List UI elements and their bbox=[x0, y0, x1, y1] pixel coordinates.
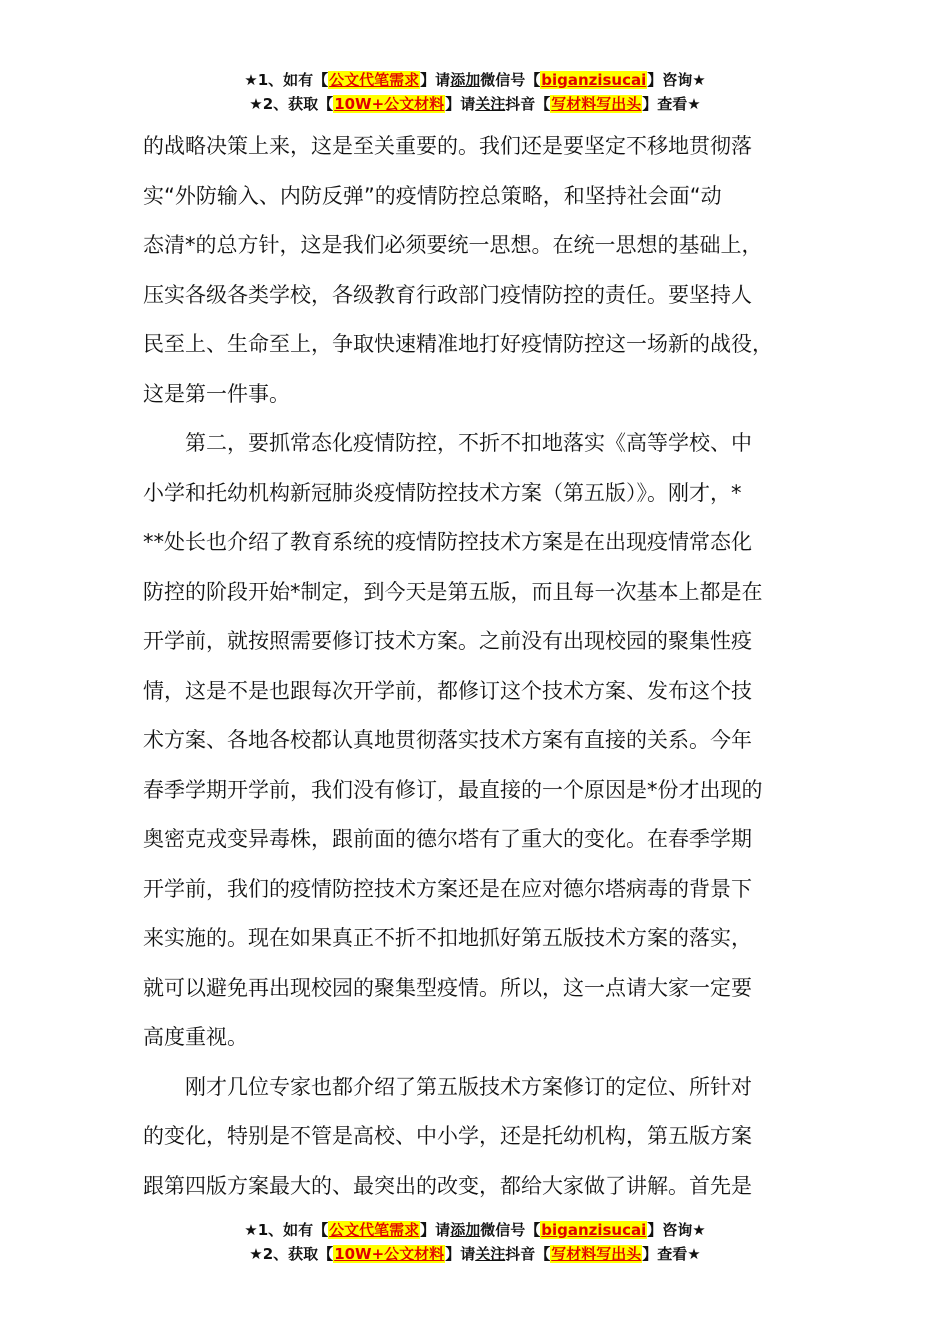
footer-line-2-mid2: 抖音【 bbox=[505, 1245, 551, 1263]
text-line: 术方案、各地各校都认真地贯彻落实技术方案有直接的关系。今年 bbox=[143, 728, 752, 752]
document-body bbox=[143, 122, 833, 1211]
text-line: 就可以避免再出现校园的聚集型疫情。所以，这一点请大家一定要 bbox=[143, 975, 752, 1000]
text-line: 开学前，我们的疫情防控技术方案还是在应对德尔塔病毒的背景下 bbox=[143, 876, 752, 901]
header-line-2-mid: 】请 bbox=[445, 95, 476, 113]
footer-line-2-suffix: 】查看★ bbox=[642, 1245, 701, 1263]
text-line: 小学和托幼机构新冠肺炎疫情防控技术方案（第五版）》。刚才，* bbox=[143, 480, 742, 505]
header-line-2-douyin-id: 写材料写出头 bbox=[551, 95, 642, 113]
footer-line-1-wechat-id: biganzisucai bbox=[541, 1221, 647, 1239]
header-line-1-prefix: ★1、如有【 bbox=[244, 71, 329, 89]
header-line-1-underlined: 添加 bbox=[450, 71, 481, 89]
footer-line-1-mid2: 微信号【 bbox=[480, 1221, 541, 1239]
text-line: 奥密克戎变异毒株，跟前面的德尔塔有了重大的变化。在春季学期 bbox=[143, 827, 752, 851]
text-line: 跟第四版方案最大的、最突出的改变，都给大家做了讲解。首先是 bbox=[143, 1173, 752, 1198]
text-line: 春季学期开学前，我们没有修订，最直接的一个原因是*份才出现的 bbox=[143, 777, 763, 802]
footer-line-2-underlined: 关注 bbox=[475, 1245, 506, 1263]
text-line: 情，这是不是也跟每次开学前，都修订这个技术方案、发布这个技 bbox=[143, 678, 752, 703]
text-line: 防控的阶段开始*制定，到今天是第五版，而且每一次基本上都是在 bbox=[143, 579, 763, 604]
text-line: 的变化，特别是不管是高校、中小学，还是托幼机构，第五版方案 bbox=[143, 1124, 752, 1148]
header-line-1 bbox=[0, 68, 950, 92]
footer-line-1-suffix: 】咨询★ bbox=[647, 1221, 706, 1239]
header-line-2-prefix: ★2、获取【 bbox=[249, 95, 334, 113]
footer-line-2-douyin-id: 写材料写出头 bbox=[551, 1245, 642, 1263]
header-line-2 bbox=[0, 92, 950, 116]
footer-line-2-prefix: ★2、获取【 bbox=[249, 1245, 334, 1263]
footer-line-2-highlight: 10W+公文材料 bbox=[334, 1245, 445, 1263]
header-line-1-wechat-id: biganzisucai bbox=[541, 71, 647, 89]
footer-line-1-prefix: ★1、如有【 bbox=[244, 1221, 329, 1239]
text-line: **处长也介绍了教育系统的疫情防控技术方案是在出现疫情常态化 bbox=[143, 530, 752, 554]
text-line: 实“外防输入、内防反弹”的疫情防控总策略，和坚持社会面“动 bbox=[143, 183, 722, 208]
header-banner bbox=[0, 68, 950, 116]
footer-line-2 bbox=[0, 1242, 950, 1266]
header-line-1-mid2: 微信号【 bbox=[480, 71, 541, 89]
header-line-2-mid2: 抖音【 bbox=[505, 95, 551, 113]
text-line: 第二，要抓常态化疫情防控，不折不扣地落实《高等学校、中 bbox=[143, 431, 752, 455]
header-line-1-highlight: 公文代笔需求 bbox=[329, 71, 420, 89]
text-line: 态清*的总方针，这是我们必须要统一思想。在统一思想的基础上， bbox=[143, 233, 763, 257]
footer-banner bbox=[0, 1218, 950, 1266]
header-line-1-mid: 】请 bbox=[420, 71, 451, 89]
footer-line-1-mid: 】请 bbox=[420, 1221, 451, 1239]
text-line: 高度重视。 bbox=[143, 1025, 248, 1049]
footer-line-1 bbox=[0, 1218, 950, 1242]
header-line-1-suffix: 】咨询★ bbox=[647, 71, 706, 89]
text-line: 开学前，就按照需要修订技术方案。之前没有出现校园的聚集性疫 bbox=[143, 629, 752, 653]
footer-line-2-mid: 】请 bbox=[445, 1245, 476, 1263]
text-line: 来实施的。现在如果真正不折不扣地抓好第五版技术方案的落实， bbox=[143, 926, 752, 950]
header-line-2-highlight: 10W+公文材料 bbox=[334, 95, 445, 113]
footer-line-1-highlight: 公文代笔需求 bbox=[329, 1221, 420, 1239]
text-line: 民至上、生命至上，争取快速精准地打好疫情防控这一场新的战役， bbox=[143, 332, 773, 356]
header-line-2-underlined: 关注 bbox=[475, 95, 506, 113]
text-line: 的战略决策上来，这是至关重要的。我们还是要坚定不移地贯彻落 bbox=[143, 134, 752, 158]
text-line: 刚才几位专家也都介绍了第五版技术方案修订的定位、所针对 bbox=[143, 1074, 752, 1099]
header-line-2-suffix: 】查看★ bbox=[642, 95, 701, 113]
footer-line-1-underlined: 添加 bbox=[450, 1221, 481, 1239]
text-line: 这是第一件事。 bbox=[143, 381, 290, 406]
text-line: 压实各级各类学校，各级教育行政部门疫情防控的责任。要坚持人 bbox=[143, 282, 752, 307]
